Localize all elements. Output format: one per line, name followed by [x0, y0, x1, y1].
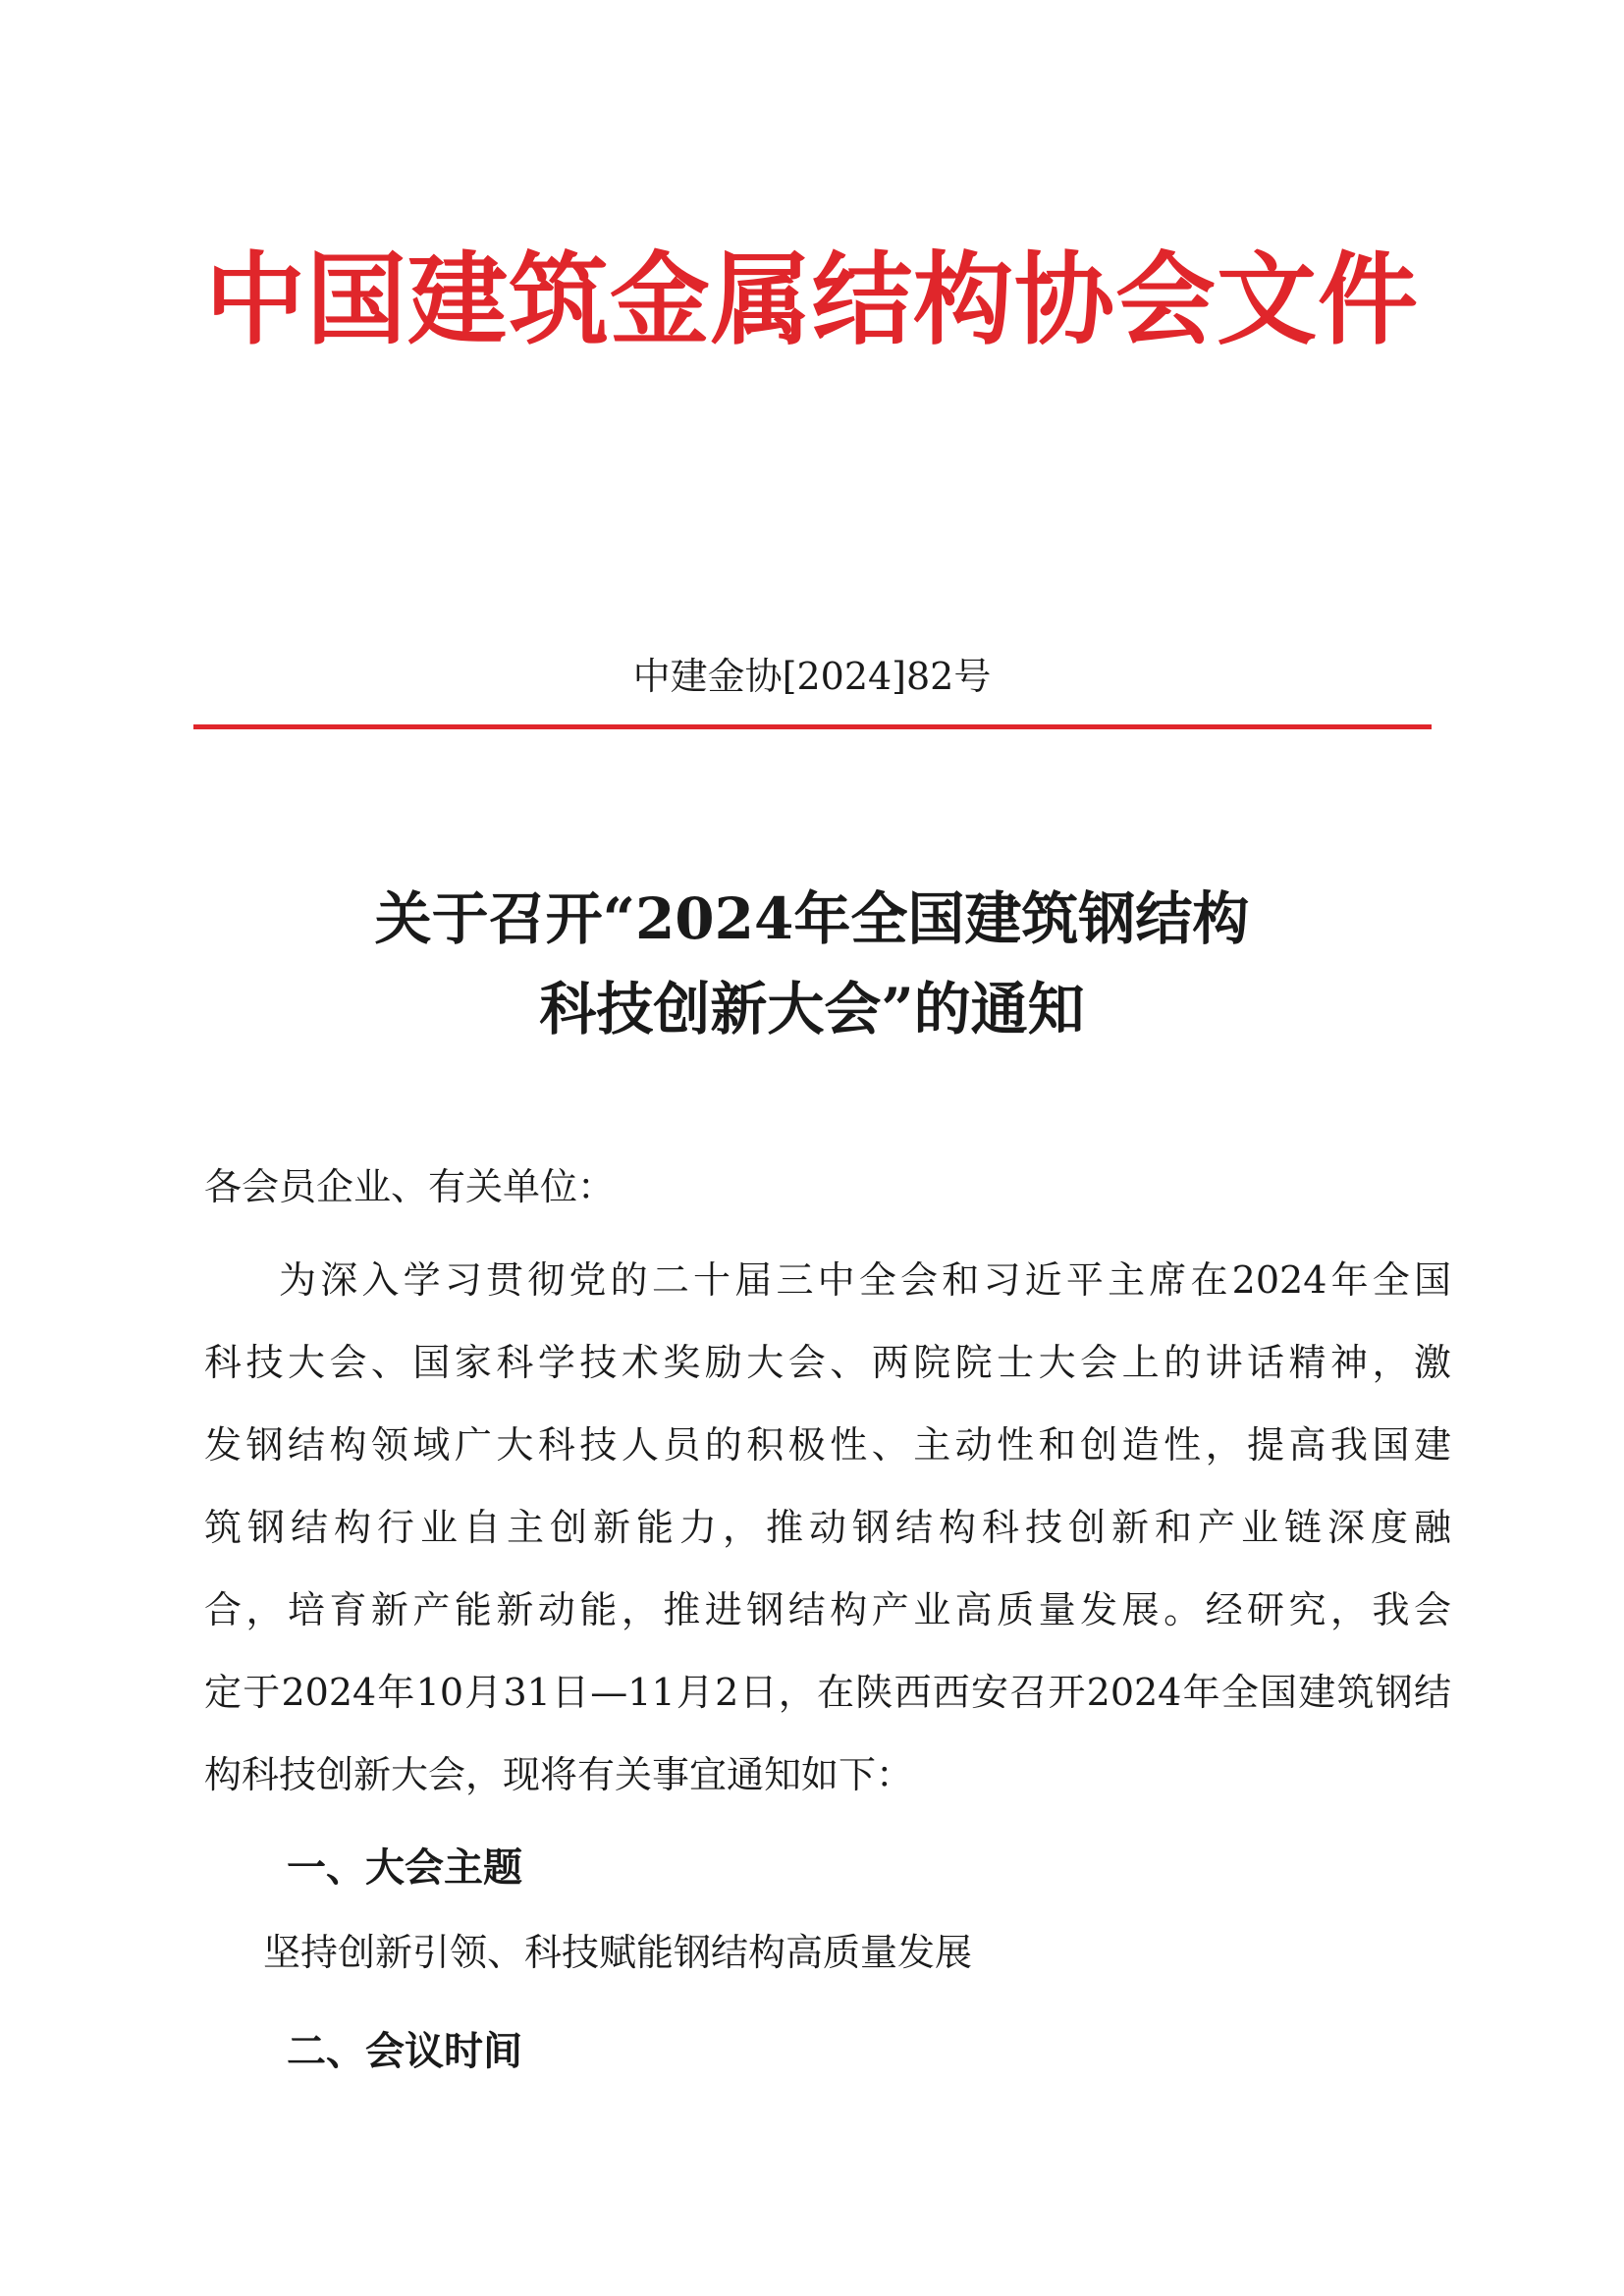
body-line: 定于2024年10月31日—11月2日，在陕西西安召开2024年全国建筑钢结	[204, 1671, 1451, 1714]
body-line: 筑钢结构行业自主创新能力，推动钢结构科技创新和产业链深度融	[204, 1506, 1451, 1549]
document-title	[0, 874, 1624, 1054]
body-line: 合，培育新产能新动能，推进钢结构产业高质量发展。经研究，我会	[204, 1588, 1451, 1631]
document-title-line: 科技创新大会”的通知	[539, 976, 1085, 1042]
organization-header: 中国建筑金属结构协会文件	[205, 241, 1419, 359]
body-paragraph	[204, 1239, 1451, 1816]
section-heading-theme: 一、大会主题	[287, 1845, 522, 1891]
salutation: 各会员企业、有关单位：	[204, 1165, 616, 1208]
document-title-line: 关于召开“2024年全国建筑钢结构	[374, 885, 1250, 952]
section-content-theme: 坚持创新引领、科技赋能钢结构高质量发展	[263, 1931, 973, 1974]
body-line: 科技大会、国家科学技术奖励大会、两院院士大会上的讲话精神，激	[204, 1341, 1451, 1384]
section-heading-meeting-time: 二、会议时间	[287, 2029, 522, 2074]
body-line: 发钢结构领域广大科技人员的积极性、主动性和创造性，提高我国建	[204, 1423, 1451, 1467]
body-line: 构科技创新大会，现将有关事宜通知如下：	[204, 1753, 914, 1796]
body-line: 为深入学习贯彻党的二十届三中全会和习近平主席在2024年全国	[279, 1258, 1451, 1302]
document-number: 中建金协[2024]82号	[632, 655, 992, 698]
red-divider-rule	[193, 724, 1432, 729]
